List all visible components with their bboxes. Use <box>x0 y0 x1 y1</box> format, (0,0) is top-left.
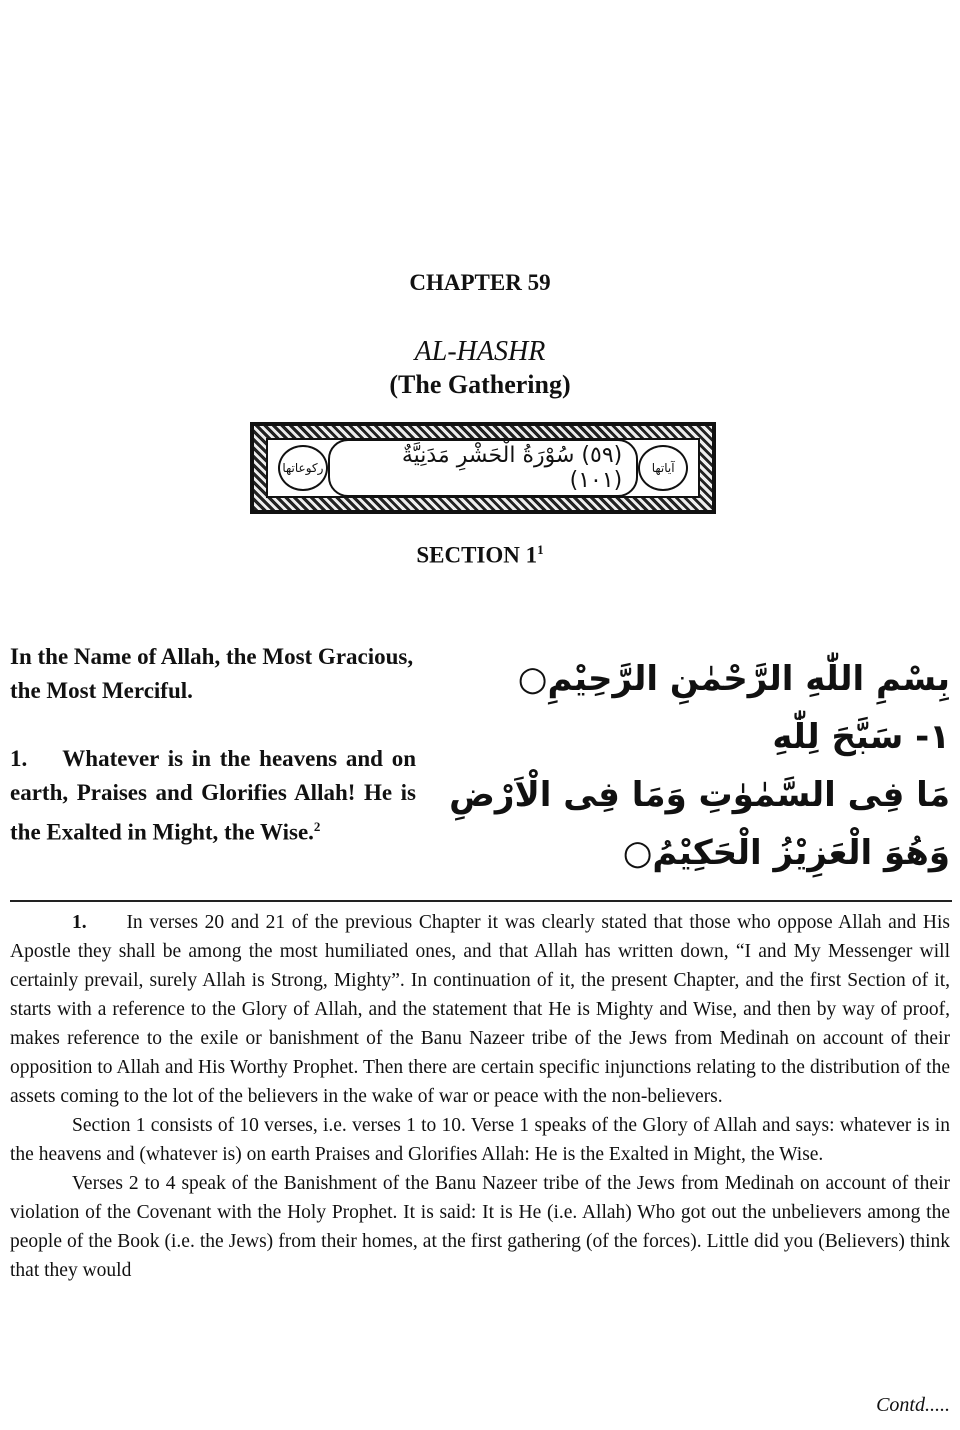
banner-surah-name: (٥٩) سُوْرَةُ الْحَشْرِ مَدَنِيَّةٌ (١٠١) <box>328 439 639 497</box>
commentary-paragraph-3: Verses 2 to 4 speak of the Banishment of the Banu Nazeer tribe of the Jews from Medinah on account of their violation of the Covenant with the Holy Prophet. It is said: It is He (i.e. Allah) Who got out the unbelievers among the people of the Book (i.e. the Jews) from their homes, at the first gathering (of the forces). Little did you (Believers) think that they would <box>10 1173 950 1281</box>
banner-inner <box>266 438 700 498</box>
commentary-paragraph-2: Section 1 consists of 10 verses, i.e. verses 1 to 10. Verse 1 speaks of the Glory of Allah and says: whatever is in the heavens and (whatever is) on earth Praises and Glorifies Allah: He is the Exalted in Might, the Wise. <box>10 1115 950 1165</box>
section-footnote-marker: 1 <box>537 542 544 557</box>
banner-right-oval: آياتها <box>638 445 688 491</box>
verse-footnote-marker: 2 <box>313 819 321 834</box>
bismillah-translation: In the Name of Allah, the Most Gracious, the Most Merciful. <box>10 644 414 703</box>
commentary-number: 1. <box>72 912 87 933</box>
surah-ornamental-banner <box>250 422 716 514</box>
section-heading <box>0 542 960 569</box>
banner-left-oval: ركوعاتها <box>278 445 328 491</box>
commentary-paragraph-1-text: In verses 20 and 21 of the previous Chapter it was clearly stated that those who oppose Allah and His Apostle they shall be among the most humiliated ones, and that Allah has written down, “I and My Messenger will certainly prevail, surely Allah is Strong, Mighty”. In continuation of it, the present Chapter, and the first Section of it, starts with a reference to the Glory of Allah, and the statement that He is Mighty and Wise, and then by way of proof, makes reference to the exile or banishment of the Banu Nazeer tribe of the Jews from Medinah on account of their opposition to Allah and His Worthy Prophet. Then there are certain specific injunctions relating to the distribution of the assets coming to the lot of the believers in the wake of war or peace with the non-believers. <box>10 912 950 1107</box>
arabic-bismillah: بِسْمِ اللّٰهِ الرَّحْمٰنِ الرَّحِيْمِ○ <box>517 659 950 699</box>
verse-text: Whatever is in the heavens and on earth, Praises and Glorifies Allah! He is the Exalted in Might, the Wise. <box>10 746 416 845</box>
arabic-verse-line-2: مَا فِى السَّمٰوٰتِ وَمَا فِى الْاَرْضِ <box>449 775 950 815</box>
chapter-heading: CHAPTER 59 <box>409 270 551 295</box>
commentary <box>10 908 950 1285</box>
divider-rule <box>10 900 952 902</box>
verse-number: 1. <box>10 746 28 771</box>
english-translation <box>10 640 416 850</box>
commentary-paragraph-1 <box>10 908 950 1111</box>
arabic-text <box>449 650 950 882</box>
surah-title: AL-HASHR <box>414 336 546 367</box>
arabic-verse-line-3: وَهُوَ الْعَزِيْزُ الْحَكِيْمُ○ <box>622 833 950 873</box>
arabic-verse-line-1: ١- سَبَّحَ لِلّٰهِ <box>772 717 950 757</box>
surah-subtitle: (The Gathering) <box>389 370 571 399</box>
section-label: SECTION 1 <box>416 542 538 568</box>
verse-1-translation <box>10 742 416 850</box>
continued-marker: Contd..... <box>876 1394 950 1416</box>
